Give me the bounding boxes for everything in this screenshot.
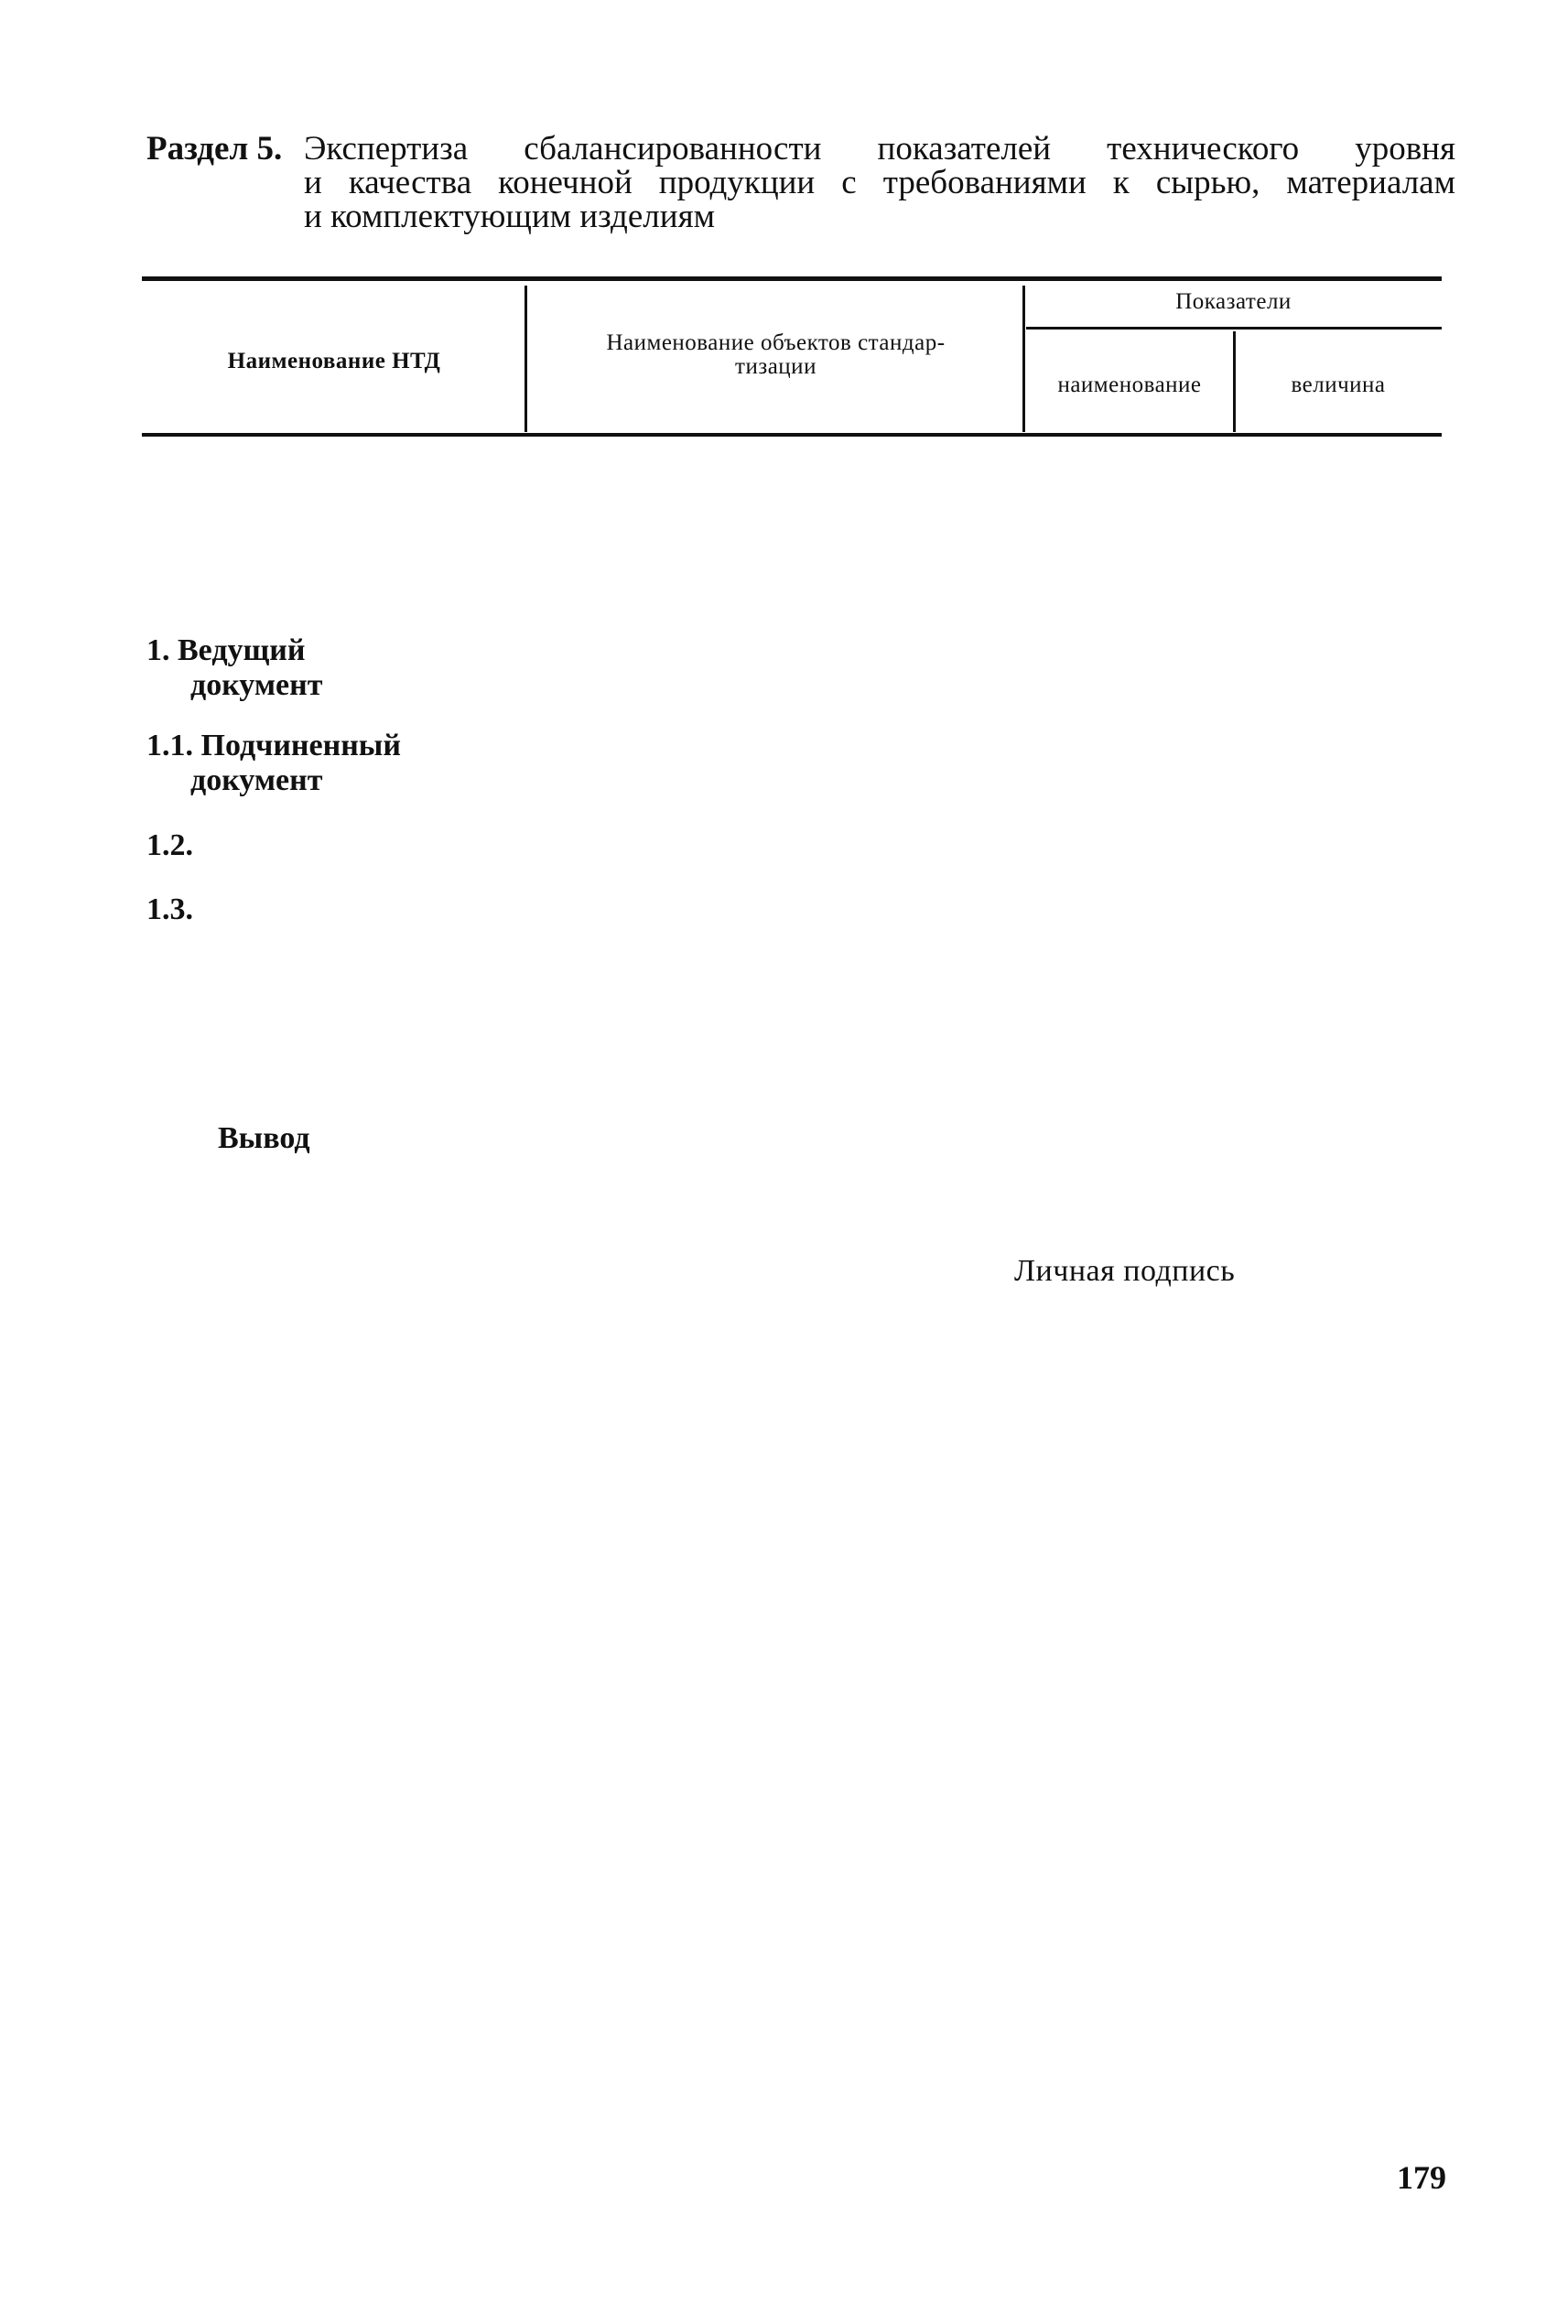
indicators-divider-rule xyxy=(1026,327,1442,330)
column-header-indicator-value: величина xyxy=(1291,373,1386,397)
table-bottom-rule xyxy=(142,433,1442,437)
list-item xyxy=(146,633,322,703)
section-heading xyxy=(146,132,1455,233)
column-divider-2 xyxy=(1022,286,1025,432)
column-header-indicators: Показатели xyxy=(1175,289,1292,314)
item-title: Ведущий xyxy=(178,633,306,667)
section-label: Раздел 5. xyxy=(146,130,283,168)
item-number: 1.1. xyxy=(146,729,193,762)
item-number: 1. xyxy=(146,633,170,667)
column-divider-1 xyxy=(524,286,527,432)
item-number: 1.2. xyxy=(146,828,193,862)
page-number: 179 xyxy=(1397,2159,1446,2196)
list-item xyxy=(146,892,193,927)
section-title-line-2: и качества конечной продукции с требованиями к сырью, материалам xyxy=(304,164,1455,201)
list-item xyxy=(146,729,401,798)
list-item xyxy=(146,828,193,863)
item-title-continuation: документ xyxy=(190,763,323,797)
signature-label: Личная подпись xyxy=(1014,1254,1236,1288)
column-header-objects: Наименование объектов стандар- тизации xyxy=(606,330,946,379)
table-top-rule xyxy=(142,276,1442,281)
item-title: Подчиненный xyxy=(200,729,401,762)
column-header-indicator-name: наименование xyxy=(1057,373,1202,397)
section-title-line-1: Экспертиза сбалансированности показателей технического уровня xyxy=(304,130,1455,168)
item-number: 1.3. xyxy=(146,892,193,926)
conclusion-label: Вывод xyxy=(218,1121,310,1155)
item-title-continuation: документ xyxy=(190,668,323,702)
column-header-ntd: Наименование НТД xyxy=(227,349,441,373)
column-divider-3 xyxy=(1233,331,1236,432)
section-title-line-3: и комплектующим изделиям xyxy=(304,198,716,235)
